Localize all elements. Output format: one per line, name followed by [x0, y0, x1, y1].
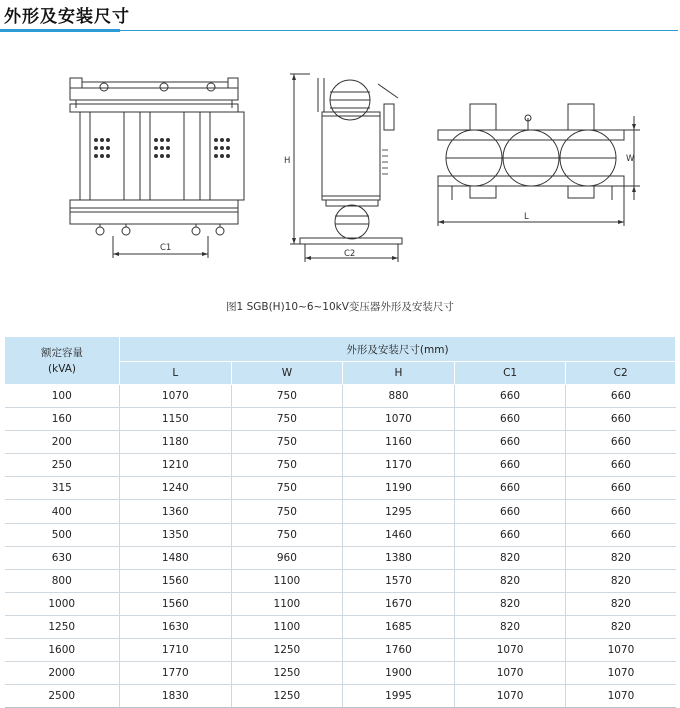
table-cell: 660	[454, 523, 566, 546]
title-divider	[0, 30, 678, 31]
table-cell: 820	[566, 615, 676, 638]
table-cell: 660	[454, 431, 566, 454]
capacity-header-line2: (kVA)	[48, 362, 76, 375]
table-cell: 1070	[566, 662, 676, 685]
table-cell: 1160	[343, 431, 455, 454]
table-cell: 1070	[566, 639, 676, 662]
capacity-header-line1: 额定容量	[41, 346, 83, 359]
group-header: 外形及安装尺寸(mm)	[120, 337, 676, 362]
table-cell: 1070	[343, 408, 455, 431]
table-cell: 2000	[5, 662, 120, 685]
table-cell: 1830	[120, 685, 232, 708]
table-cell: 1070	[454, 662, 566, 685]
table-cell: 100	[5, 385, 120, 408]
table-cell: 820	[454, 592, 566, 615]
table-cell: 1295	[343, 500, 455, 523]
table-cell: 660	[454, 500, 566, 523]
table-row	[5, 569, 676, 592]
table-cell: 1380	[343, 546, 455, 569]
table-row	[5, 500, 676, 523]
table-cell: 750	[231, 408, 343, 431]
table-cell: 750	[231, 431, 343, 454]
table-row	[5, 546, 676, 569]
dim-label-c2: C2	[344, 249, 356, 259]
capacity-header	[5, 337, 120, 385]
transformer-drawing	[0, 40, 680, 300]
table-row	[5, 385, 676, 408]
table-cell: 1100	[231, 569, 343, 592]
table-cell: 1000	[5, 592, 120, 615]
table-cell: 1180	[120, 431, 232, 454]
table-cell: 1210	[120, 454, 232, 477]
table-cell: 400	[5, 500, 120, 523]
table-cell: 1630	[120, 615, 232, 638]
front-view	[70, 78, 244, 258]
table-row	[5, 477, 676, 500]
dim-label-w: W	[626, 154, 635, 164]
table-cell: 820	[566, 569, 676, 592]
table-cell: 500	[5, 523, 120, 546]
column-header-c1: C1	[454, 362, 566, 385]
table-row	[5, 662, 676, 685]
table-cell: 880	[343, 385, 455, 408]
table-cell: 1070	[454, 639, 566, 662]
table-row	[5, 639, 676, 662]
dim-label-l: L	[524, 212, 529, 222]
table-cell: 660	[454, 408, 566, 431]
column-header-l: L	[120, 362, 232, 385]
page-title: 外形及安装尺寸	[4, 7, 130, 27]
table-row	[5, 592, 676, 615]
table-cell: 800	[5, 569, 120, 592]
table-cell: 1100	[231, 615, 343, 638]
table-cell: 1900	[343, 662, 455, 685]
table-cell: 660	[454, 477, 566, 500]
table-cell: 160	[5, 408, 120, 431]
table-cell: 1150	[120, 408, 232, 431]
table-cell: 820	[454, 615, 566, 638]
table-cell: 750	[231, 454, 343, 477]
table-cell: 1250	[231, 639, 343, 662]
table-cell: 1710	[120, 639, 232, 662]
table-cell: 820	[454, 546, 566, 569]
dim-label-c1: C1	[160, 243, 172, 253]
table-cell: 660	[566, 523, 676, 546]
table-cell: 1995	[343, 685, 455, 708]
table-cell: 1480	[120, 546, 232, 569]
table-cell: 1190	[343, 477, 455, 500]
table-cell: 820	[454, 569, 566, 592]
table-cell: 250	[5, 454, 120, 477]
table-cell: 1240	[120, 477, 232, 500]
table-cell: 750	[231, 500, 343, 523]
column-header-h: H	[343, 362, 455, 385]
table-row	[5, 685, 676, 708]
table-cell: 660	[566, 454, 676, 477]
table-cell: 820	[566, 546, 676, 569]
dimension-table	[4, 336, 676, 708]
table-cell: 1070	[566, 685, 676, 708]
table-cell: 1560	[120, 592, 232, 615]
table-cell: 660	[566, 408, 676, 431]
table-cell: 1360	[120, 500, 232, 523]
table-cell: 660	[566, 431, 676, 454]
table-cell: 1070	[454, 685, 566, 708]
table-cell: 1570	[343, 569, 455, 592]
table-row	[5, 523, 676, 546]
table-cell: 660	[566, 385, 676, 408]
column-header-c2: C2	[566, 362, 676, 385]
table-cell: 1460	[343, 523, 455, 546]
top-view	[438, 104, 640, 226]
side-view	[290, 74, 402, 262]
table-cell: 1100	[231, 592, 343, 615]
table-cell: 315	[5, 477, 120, 500]
table-row	[5, 615, 676, 638]
table-cell: 660	[566, 500, 676, 523]
table-cell: 750	[231, 523, 343, 546]
table-cell: 1350	[120, 523, 232, 546]
table-cell: 1760	[343, 639, 455, 662]
table-row	[5, 431, 676, 454]
table-cell: 960	[231, 546, 343, 569]
table-cell: 660	[454, 385, 566, 408]
table-cell: 660	[454, 454, 566, 477]
table-cell: 660	[566, 477, 676, 500]
table-cell: 1170	[343, 454, 455, 477]
table-cell: 750	[231, 385, 343, 408]
table-cell: 2500	[5, 685, 120, 708]
table-cell: 200	[5, 431, 120, 454]
table-cell: 750	[231, 477, 343, 500]
table-cell: 1670	[343, 592, 455, 615]
table-cell: 1250	[231, 685, 343, 708]
table-row	[5, 454, 676, 477]
table-cell: 1770	[120, 662, 232, 685]
table-row	[5, 408, 676, 431]
table-cell: 1250	[231, 662, 343, 685]
table-cell: 1685	[343, 615, 455, 638]
table-cell: 1600	[5, 639, 120, 662]
table-cell: 630	[5, 546, 120, 569]
table-cell: 1250	[5, 615, 120, 638]
table-cell: 1070	[120, 385, 232, 408]
table-cell: 820	[566, 592, 676, 615]
figure-caption: 图1 SGB(H)10~6~10kV变压器外形及安装尺寸	[226, 301, 454, 313]
column-header-w: W	[231, 362, 343, 385]
dim-label-h: H	[284, 156, 291, 166]
table-cell: 1560	[120, 569, 232, 592]
